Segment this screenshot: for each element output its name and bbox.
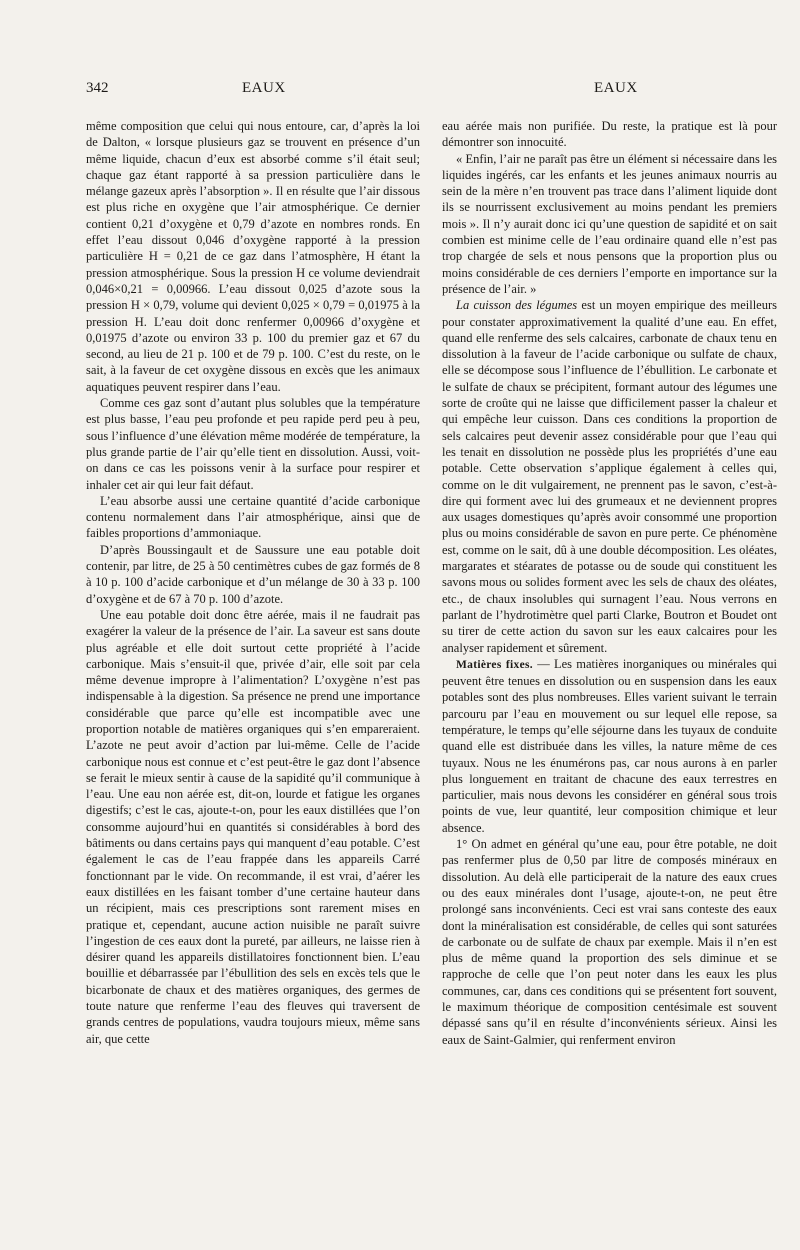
paragraph: Comme ces gaz sont d’autant plus solubles que la température est plus basse, l’eau peu profonde et peu rapide perd peu à peu, sous l’influence d’une élévation même modérée de température, la plus grande partie de l’air qu’elle tient en dissolution. Aussi, voit-on dans ce cas les poissons venir à la surface pour respirer et inhaler cet air qui leur fait défaut.: [86, 396, 420, 492]
right-column: [442, 118, 777, 1048]
paragraph: D’après Boussingault et de Saussure une eau potable doit contenir, par litre, de 25 à 50 centimètres cubes de gaz formés de 8 à 10 p. 100 d’acide carbonique et d’un mélange de 30 à 33 p. 100 d’oxygène et de 67 à 70 p. 100 d’azote.: [86, 542, 420, 606]
paragraph: « Enfin, l’air ne paraît pas être un élément si nécessaire dans les liquides ingérés, car les enfants et les jeunes animaux nourris au sein de la mère n’en trouvent pas trace dans l’aliment liquide dont ils se nourrissent exclusivement au moins pendant les premiers mois ». Il n’y aurait donc ici qu’une question de sapidité et on sait combien est minime celle de l’eau ordinaire quand elle n’est pas trop chargée de sels et nous pensons que la proportion plus ou moins considérable de ces derniers l’emporte en importance sur la présence de l’air. »: [442, 151, 777, 296]
paragraph: L’eau absorbe aussi une certaine quantité d’acide carbonique contenu normalement dans l’air atmosphérique, ainsi que de faibles proportions d’ammoniaque.: [86, 493, 420, 541]
section-heading: Matières fixes.: [456, 658, 533, 671]
running-head-left: EAUX: [242, 80, 286, 96]
paragraph: [442, 656, 777, 836]
paragraph-text: est un moyen empirique des meilleurs pour constater approximativement la qualité d’une eau. En effet, quand elle renferme des sels calcaires, carbonate de chaux tenu en dissolution à la faveur de l’acide carbonique ou sulfate de chaux, elle se décompose sous l’influence de l’ébullition. Le carbonate et le sulfate de chaux se précipitent, formant autour des légumes une sorte de croûte qui ne laisse que difficilement passer la chaleur et qui empêche leur cuisson. Dans ces conditions la proportion de sels calcaires peut devenir assez considérable pour que l’eau qui les tenait en dissolution ne possède plus les propriétés d’une eau potable. Cette observation s’applique également à celles qui, comme on le dit vulgairement, ne prennent pas le savon, c’est-à-dire qui forment avec lui des grumeaux et ne deviennent propres aux usages domestiques qu’après avoir consommé une proportion plus ou moins considérable de savon en pure perte. Ce phénomène est, comme on le sait, dû à une double décomposition. Les oléates, margarates et stéarates de potasse ou de soude qui constituent les savons mous ou solides forment avec les sels de chaux des oléates, etc., de chaux insolubles qui surnagent l’eau. Nous verrons en parlant de l’hydrotimètre quel parti Clarke, Boutron et Boudet ont su tirer de cette action du savon sur les eaux calcaires pour les analyser rapidement et sûrement.: [442, 298, 778, 655]
paragraph: même composition que celui qui nous entoure, car, d’après la loi de Dalton, « lorsque plusieurs gaz se trouvent en présence d’un même liquide, chacun d’eux est absorbé comme s’il était seul; chaque gaz étant rapporté à sa pression particulière dans le mélange gazeux après l’absorption ». Il en résulte que l’air dissous est plus riche en oxygène que l’air atmosphérique. Ce dernier contient 0,21 d’oxygène et 0,79 d’azote en nombres ronds. En effet l’eau dissout 0,046 d’oxygène rapporté à la pression particulière H = 0,21 de ce gaz dans l’atmosphère, H étant la pression atmosphérique. Sous la pression H ce volume deviendrait 0,046×0,21 = 0,00966. L’eau dissout 0,025 d’azote sous la pression H × 0,79, volume qui devient 0,025 × 0,79 = 0,01975 à la pression H. L’eau doit donc renfermer 0,00966 d’oxygène et 0,01975 d’azote ou environ 33 p. 100 du premier gaz et 67 du second, au lieu de 21 p. 100 et de 79 p. 100. C’est du reste, on le sait, à la faveur de cet oxygène dissous en excès que les animaux aquatiques peuvent respirer dans l’eau.: [86, 119, 420, 394]
page-number: 342: [86, 80, 109, 96]
left-column: [86, 118, 420, 1047]
paragraph: 1° On admet en général qu’une eau, pour être potable, ne doit pas renfermer plus de 0,50 par litre de composés minéraux en dissolution. Au delà elle participerait de la nature des eaux crues ou des eaux minérales dont l’usage, ajoute-t-on, ne peut être prolongé sans inconvénients. Ceci est vrai sans conteste des eaux dont la minéralisation est considérable, de celles qui sont saturées de carbonate ou de sulfate de chaux par exemple. Mais il n’en est plus de même quand la proportion des sels diminue et se rapproche de celle que l’on peut noter dans les eaux les plus communes, car, dans ces conditions qui se présentent fort souvent, le maximum théorique de composition centésimale est souvent dépassé sans qu’il en résulte d’inconvénients sérieux. Ainsi les eaux de Saint-Galmier, qui renferment environ: [442, 837, 777, 1047]
italic-phrase: La cuisson des légumes: [456, 298, 578, 313]
paragraph: Une eau potable doit donc être aérée, mais il ne faudrait pas exagérer la valeur de la présence de l’air. La saveur est sans doute plus agréable et elle doit surtout cette propriété à l’acide carbonique. Mais s’ensuit-il que, privée d’air, elle soit par cela même devenue impropre à l’alimentation? L’oxygène n’est pas indispensable à la digestion. Sa présence ne prend une importance considérable que parce qu’elle est incompatible avec une proportion notable de matières organiques qui s’en empareraient. L’azote ne peut avoir d’action par lui-même. Celle de l’acide carbonique nous est connue et c’est peut-être le gaz dont l’absence se ferait le mieux sentir à cause de la sapidité qu’il communique à l’eau. Une eau non aérée est, dit-on, lourde et fatigue les organes digestifs; c’est le cas, ajoute-t-on, pour les eaux distillées que l’on consomme aujourd’hui en quantités si considérables à bord des bâtiments ou dans certains pays qui manquent d’eau potable. C’est également le cas de l’eau frappée dans les appareils Carré fonctionnant par le vide. On recommande, il est vrai, d’aérer les eaux distillées en les faisant tomber d’une certaine hauteur dans un récipient, mais ces prescriptions sont rarement mises en pratique et, cependant, aucune action nuisible ne paraît suivre l’ingestion de ces eaux dont la pureté, par ailleurs, ne laisse rien à désirer quand les appareils distillatoires fonctionnent bien. L’eau bouillie et débarrassée par l’ébullition des sels en excès tels que le bicarbonate de chaux et des matières organiques, des germes de toute nature que renferme l’eau des fleuves qui traversent de grands centres de populations, vaudra toujours mieux, même sans air, que cette: [86, 607, 420, 1046]
running-head-right: EAUX: [594, 80, 638, 96]
paragraph: [442, 297, 777, 656]
paragraph: eau aérée mais non purifiée. Du reste, la pratique est là pour démontrer son innocuité.: [442, 119, 777, 150]
paragraph-text: — Les matières inorganiques ou minérales qui peuvent être tenues en dissolution ou en suspension dans les eaux potables sont des plus nombreuses. Elles varient suivant le terrain parcouru par l’eau en mouvement ou sur lequel elle repose, sa température, le temps qu’elle séjourne dans les tuyaux de conduite quand elle est distribuée dans les villes, la nature même de ces tuyaux. Nous ne les énumérons pas, car nous aurons à en parler plus longuement en traitant de chacune des eaux terrestres en particulier, mais nous devons les considérer en général sous trois points de vue, leur quantité, leur composition chimique et leur absence.: [442, 656, 777, 835]
